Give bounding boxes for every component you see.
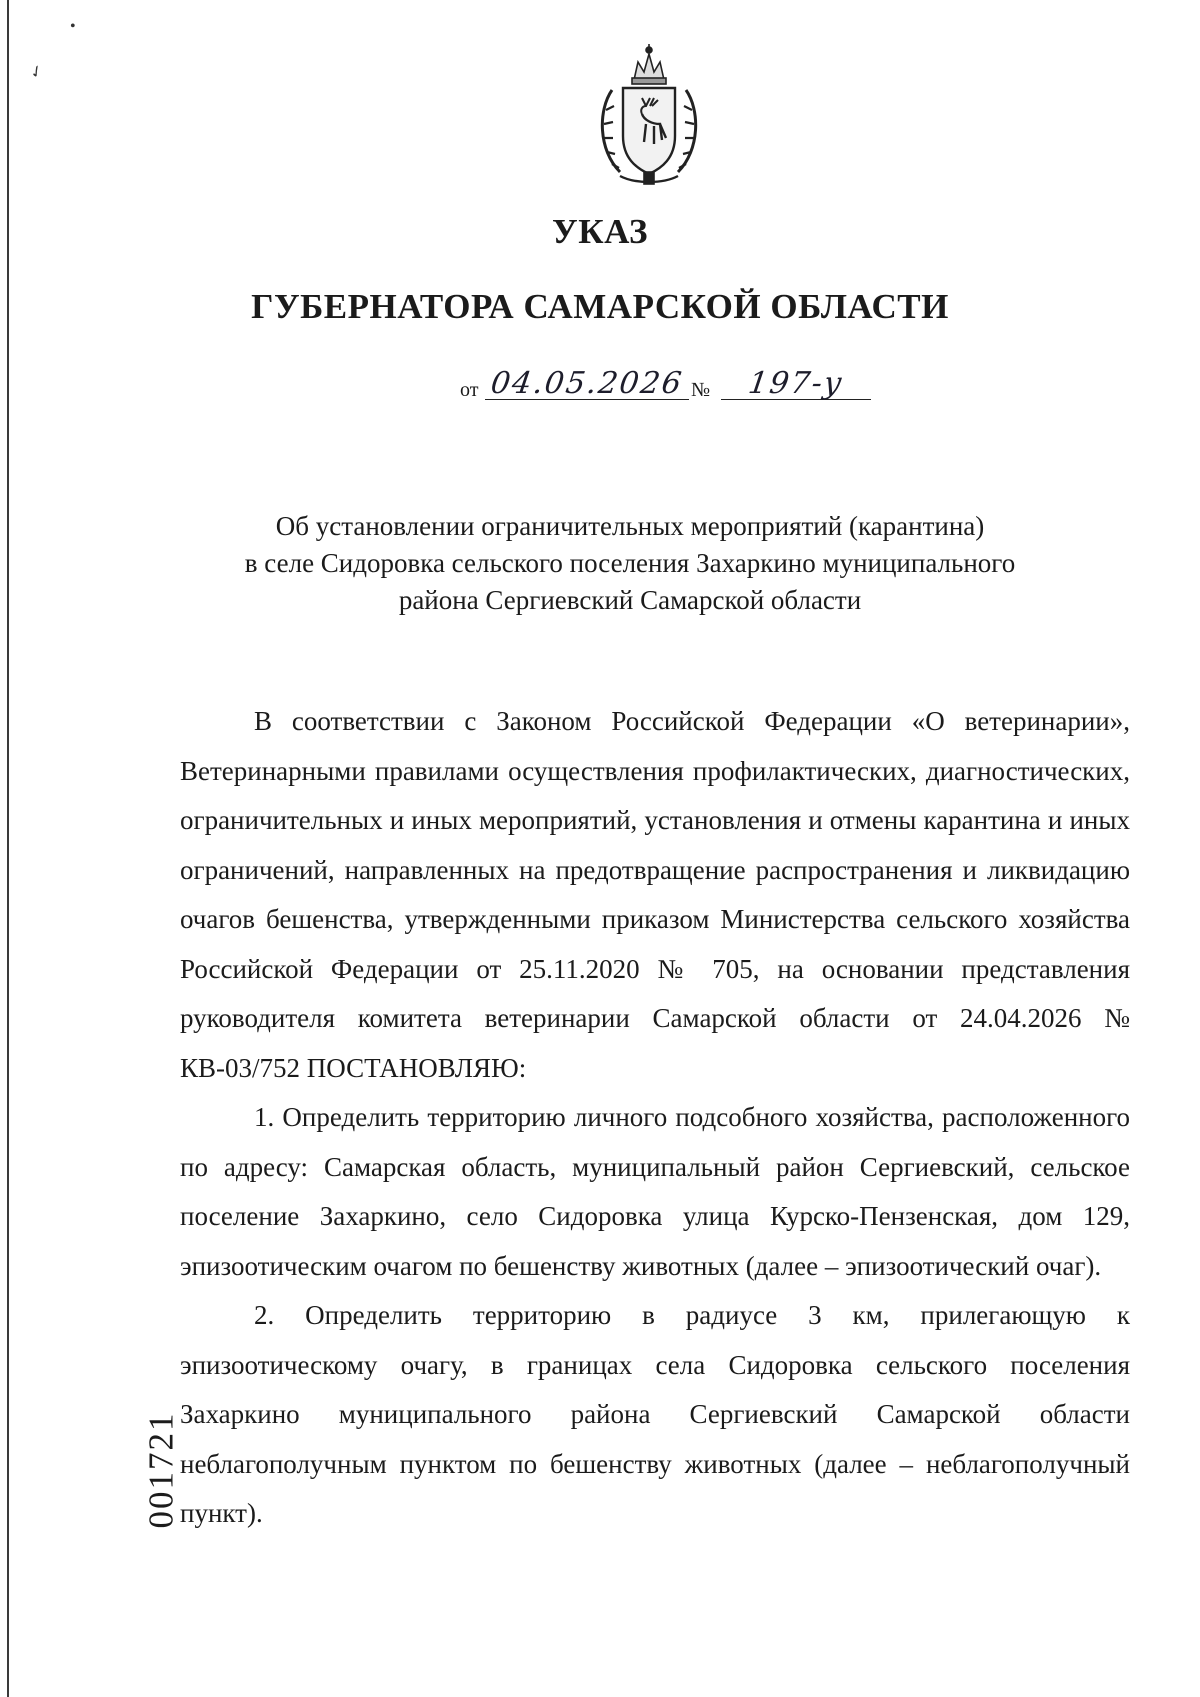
body-paragraph-item-2: 2. Определить территорию в радиусе 3 км, прилегающую к эпизоотическому очагу, в границах села Сидоровка сельского поселения Захаркино муниципального района Сергиевский Самарской области неблагополучным пунктом по бешенству животных (далее – неблагополучный пункт). [180,1300,1130,1528]
scan-mark: ✓ [26,61,48,84]
subject-line: в селе Сидоровка сельского поселения Захаркино муниципального [244,548,1016,578]
margin-serial-number: 001721 [141,1411,181,1529]
body-paragraph-item-1: 1. Определить территорию личного подсобного хозяйства, расположенного по адресу: Самарская область, муниципальный район Сергиевский, сельское поселение Захаркино, село Сидоровка улица Курско-Пензенская, дом 129, эпизоотическим очагом по бешенству животных (далее – эпизоотический очаг). [180,1102,1130,1281]
date-field [485,365,689,400]
date-number-line [455,362,875,408]
subject-line: района Сергиевский Самарской области [398,585,862,615]
number-label: № [691,379,711,401]
date-label: от [460,379,479,401]
body-paragraph-preamble: В соответствии с Законом Российской Федерации «О ветеринарии», Ветеринарными правилами осуществления профилактических, диагностических, ограничительных и иных мероприятий, установления и отмены карантина и иных ограничений, направленных на предотвращение распространения и ликвидацию очагов бешенства, утвержденными приказом Министерства сельского хозяйства Российской Федерации от 25.11.2020 № 705, на основании представления руководителя комитета ветеринарии Самарской области от 24.04.2026 № КВ-03/752 ПОСТАНОВЛЯЮ: [180,706,1130,1083]
document-subject [200,508,1060,619]
document-issuer: ГУБЕРНАТОРА САМАРСКОЙ ОБЛАСТИ [251,287,949,326]
coat-of-arms-icon [590,40,708,188]
subject-line: Об установлении ограничительных мероприятий (карантина) [275,511,985,541]
document-title: УКАЗ [552,212,648,251]
scan-edge-line [7,0,9,1697]
number-field [721,365,871,400]
handwritten-number: 197-у [746,366,846,401]
scan-speck: • [70,18,76,35]
document-body [180,697,1130,1539]
handwritten-date: 04.05.2026 [488,366,686,401]
